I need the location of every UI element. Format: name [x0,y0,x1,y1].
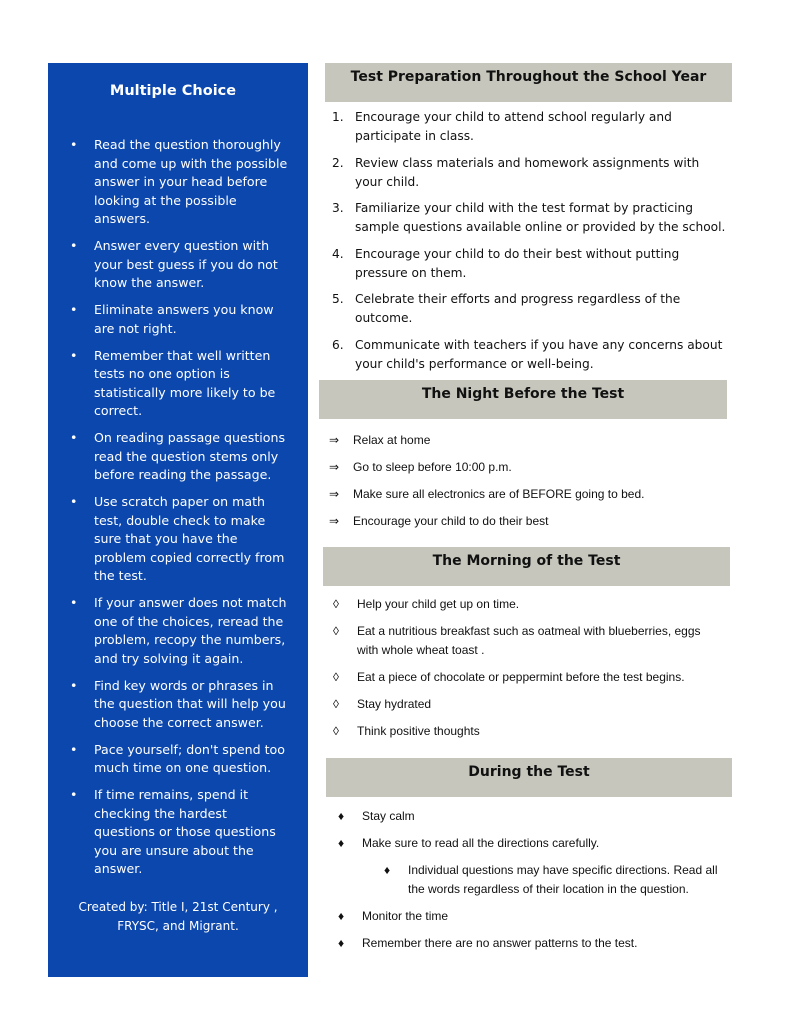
tip-text: Read the question thoroughly and come up with the possible answer in your head before looking at the possible answers. [94,137,288,226]
morning-item [333,695,723,714]
tip-item [68,429,290,485]
panel-title: Multiple Choice [109,83,237,99]
item-text: Celebrate their efforts and progress regardless of the outcome. [355,292,681,325]
during-subitem [338,861,728,898]
prep-item [332,108,727,146]
prep-item [332,245,727,283]
night-list [329,431,729,539]
during-item [338,907,728,926]
item-text: Go to sleep before 10:00 p.m. [353,460,512,474]
item-text: Familiarize your child with the test format by practicing sample questions available online or provided by the school. [355,201,726,234]
item-text: Stay hydrated [357,696,432,711]
bullet-icon: • [70,494,78,509]
marker-icon: ♦ [338,935,345,950]
morning-item [333,722,723,741]
item-text: Make sure to read all the directions carefully. [362,836,600,850]
item-text: Individual questions may have specific directions. Read all the words regardless of their location in the question. [408,863,718,896]
tip-item [68,786,290,879]
marker-icon: ⇒ [329,487,340,501]
item-text: Help your child get up on time. [357,597,520,611]
bullet-icon: • [70,302,78,317]
item-text: Make sure all electronics are of BEFORE going to bed. [353,487,645,501]
item-text: Review class materials and homework assignments with your child. [355,155,700,189]
item-text: Eat a piece of chocolate or peppermint before the test begins. [357,669,685,684]
item-text: Think positive thoughts [357,723,480,738]
item-number: 3. [332,201,344,215]
bullet-icon: • [70,430,78,445]
morning-list [333,595,723,749]
during-header: During the Test [326,758,732,797]
prep-header: Test Preparation Throughout the School Year [325,63,732,102]
item-text: Stay calm [362,809,415,823]
tip-item [68,136,290,229]
marker-icon: ◊ [333,669,339,684]
tip-text: Find key words or phrases in the question that will help you choose the correct answer. [94,677,286,730]
tip-item [68,594,290,668]
during-list [338,807,728,961]
tip-text: Answer every question with your best guess if you do not know the answer. [94,238,278,290]
tip-item [68,677,290,733]
night-header: The Night Before the Test [319,380,727,419]
marker-icon: ♦ [338,908,345,923]
bullet-icon: • [70,595,78,610]
tip-text: Remember that well written tests no one option is statistically more likely to be correct. [94,347,276,418]
marker-icon: ♦ [338,836,345,850]
prep-list [332,108,727,381]
prep-item [332,199,727,237]
multiple-choice-panel [48,63,308,977]
prep-item [332,154,727,192]
item-text: Encourage your child to attend school regularly and participate in class. [355,110,672,143]
bullet-icon: • [70,137,78,152]
item-number: 4. [332,246,344,261]
item-text: Remember there are no answer patterns to the test. [362,935,638,950]
item-text: Communicate with teachers if you have any concerns about your child's performance or well-being. [355,337,723,371]
bullet-icon: • [70,787,78,802]
item-text: Encourage your child to do their best without putting pressure on them. [355,246,680,280]
bullet-icon: • [70,741,78,757]
tip-item [68,237,290,293]
tips-list [68,136,290,887]
morning-item [333,595,723,614]
night-item [329,431,729,450]
bullet-icon: • [70,347,78,363]
prep-item [332,336,727,374]
tip-text: If time remains, spend it checking the hardest questions or those questions you are unsure about the answer. [94,787,276,876]
marker-icon: ◊ [333,696,339,711]
tip-text: On reading passage questions read the question stems only before reading the passage. [94,430,286,482]
credit [48,898,308,936]
marker-icon: ◊ [333,597,339,611]
during-item [338,834,728,853]
bullet-icon: • [70,238,78,253]
marker-icon: ♦ [338,809,345,823]
credit-line: Created by: Title I, 21st Century , [78,900,278,914]
item-text: Monitor the time [362,908,449,923]
tip-text: Pace yourself; don't spend too much time on one question. [94,741,285,775]
credit-line: FRYSC, and Migrant. [117,919,239,933]
item-text: Relax at home [353,433,431,447]
tip-text: If your answer does not match one of the choices, reread the problem, recopy the numbers, and try solving it again. [94,595,287,666]
tip-item [68,301,290,338]
prep-item [332,290,727,328]
item-number: 5. [332,292,344,306]
morning-item [333,622,723,659]
item-number: 2. [332,155,344,170]
tip-text: Use scratch paper on math test, double check to make sure that you have the problem copied correctly from the test. [94,494,285,583]
tip-item [68,493,290,586]
tip-text: Eliminate answers you know are not right. [94,302,274,336]
marker-icon: ⇒ [329,514,340,528]
tip-item [68,347,290,421]
item-text: Encourage your child to do their best [353,514,549,528]
marker-icon: ◊ [333,723,339,738]
item-text: Eat a nutritious breakfast such as oatmeal with blueberries, eggs with whole wheat toast . [357,624,701,657]
during-item [338,807,728,826]
morning-header: The Morning of the Test [323,547,730,586]
marker-icon: ⇒ [329,460,340,474]
item-number: 6. [332,337,344,352]
marker-icon: ♦ [384,863,391,877]
item-number: 1. [332,110,344,124]
night-item [329,458,729,477]
bullet-icon: • [70,677,78,693]
morning-item [333,668,723,687]
during-item [338,934,728,953]
night-item [329,512,729,531]
night-item [329,485,729,504]
marker-icon: ◊ [333,624,339,638]
tip-item [68,741,290,778]
marker-icon: ⇒ [329,433,340,447]
